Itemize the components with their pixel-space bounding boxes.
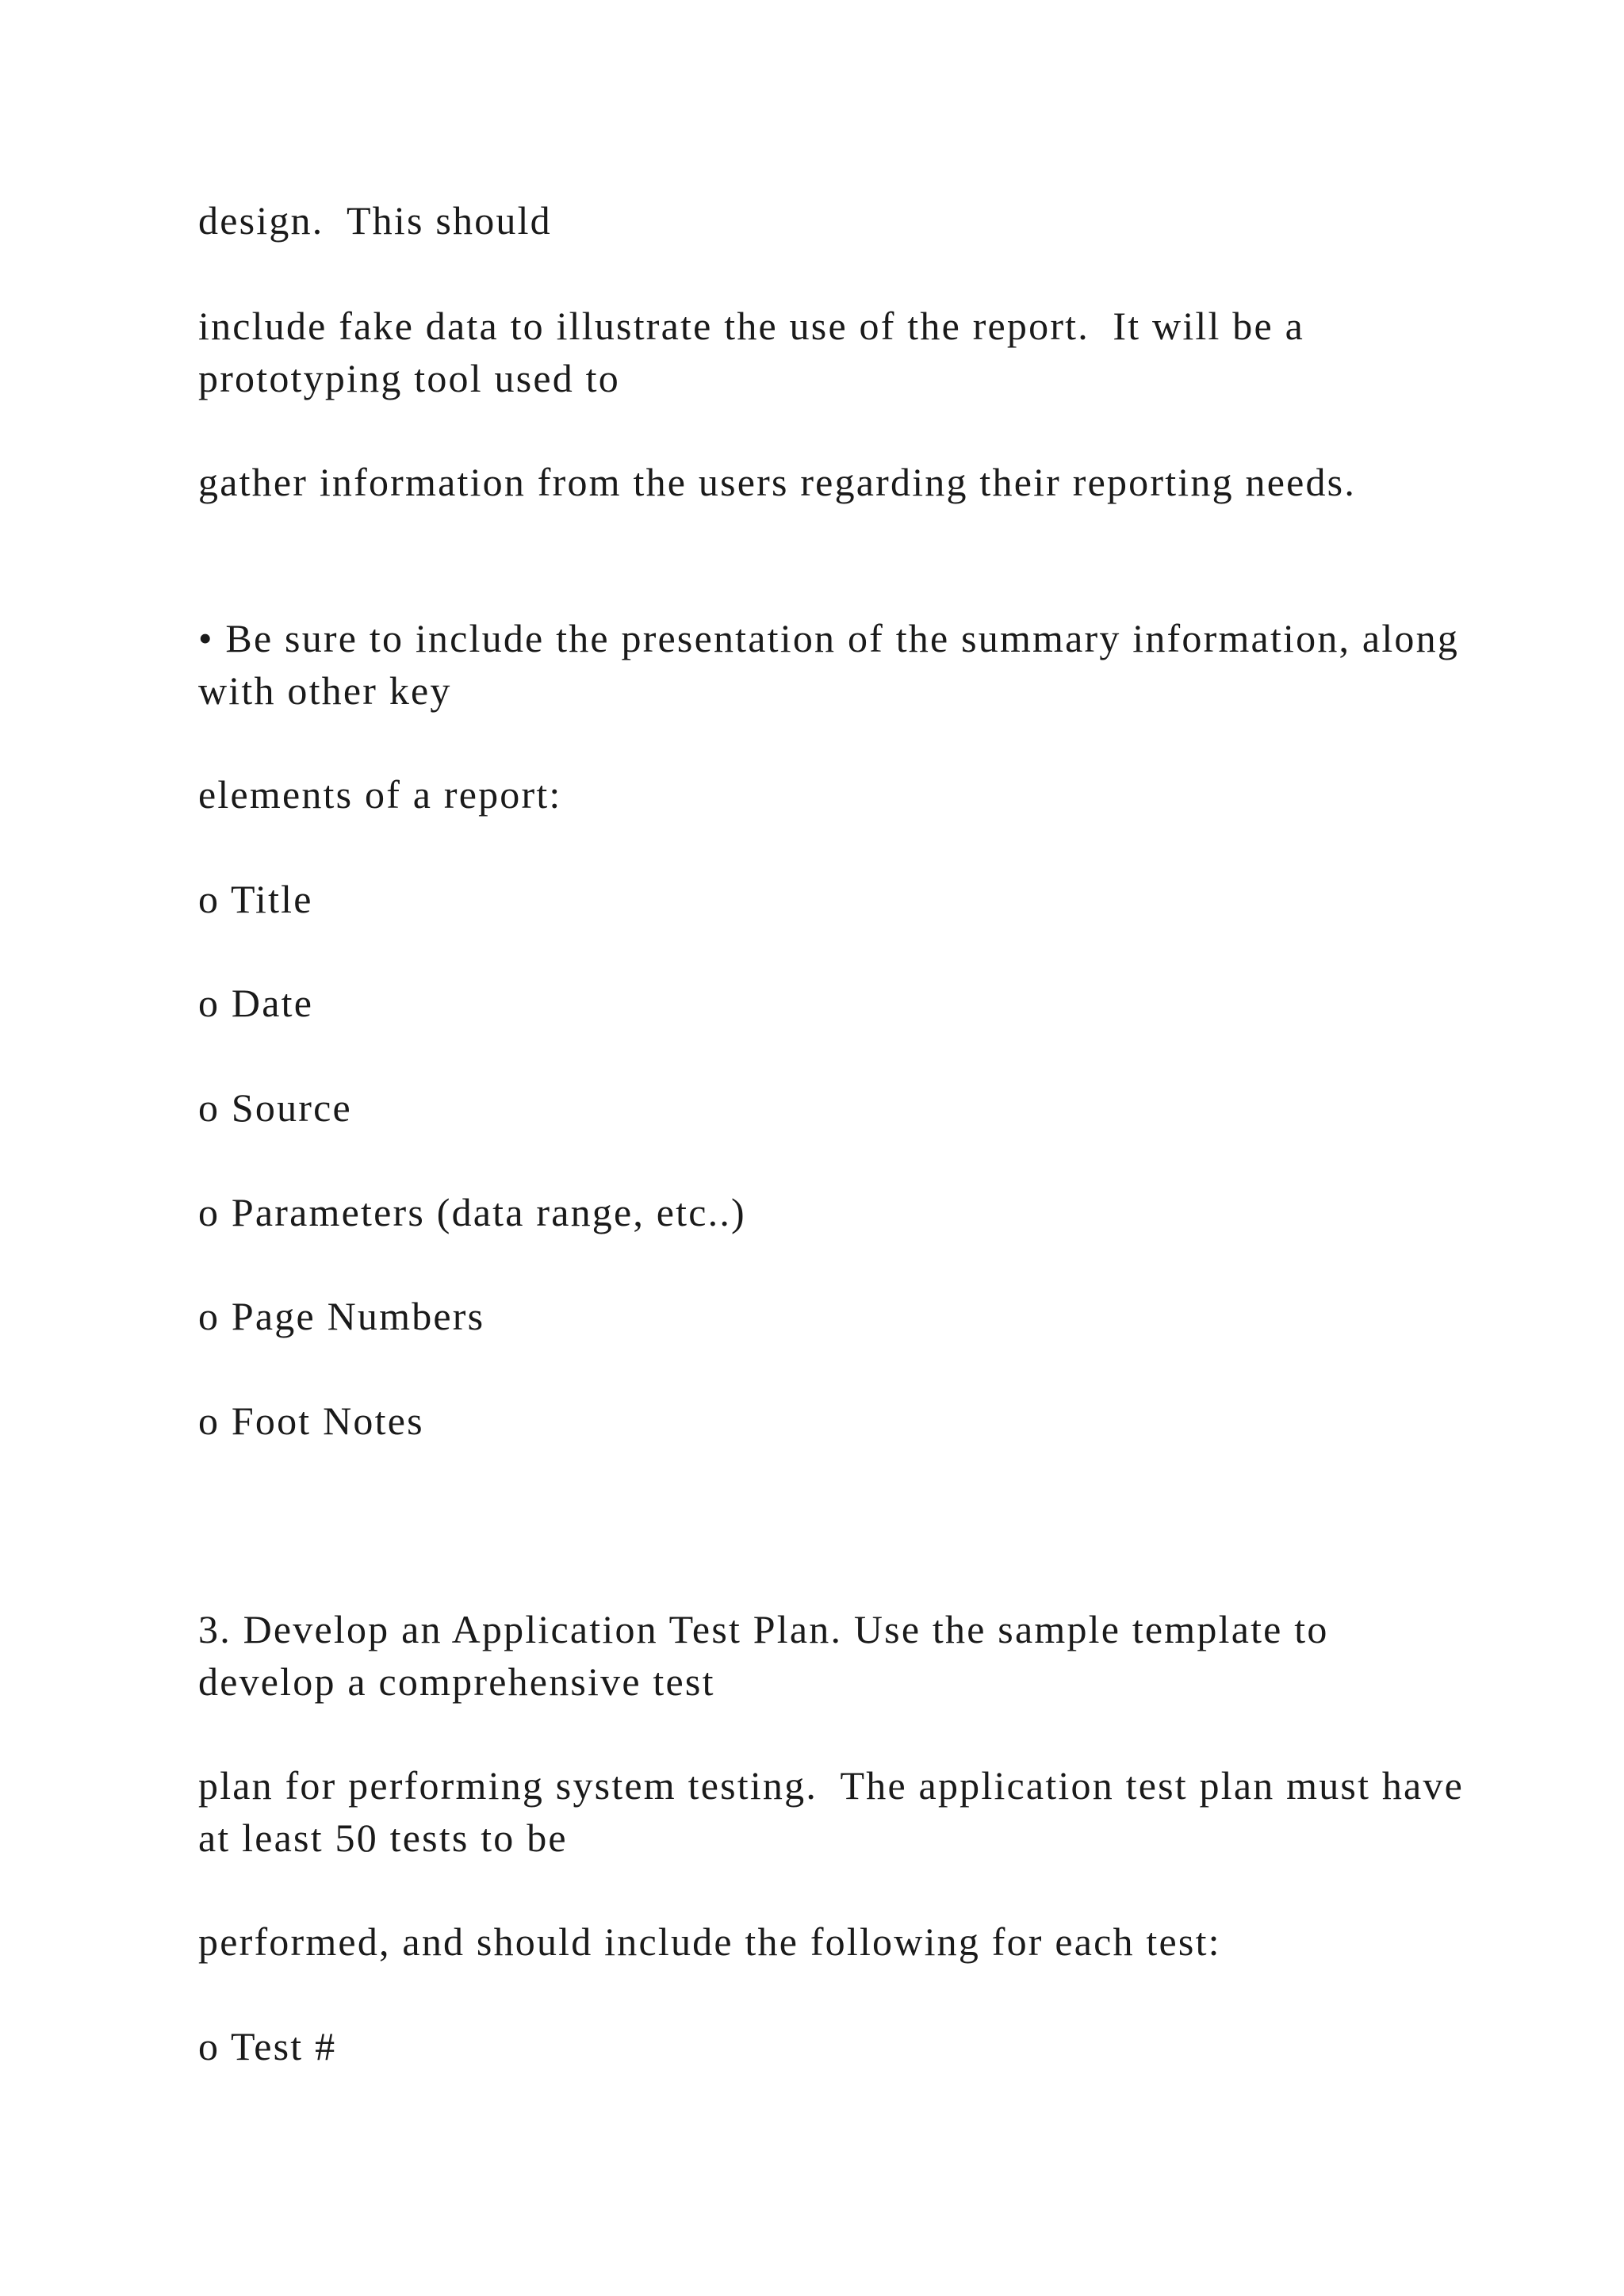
list-item-source: o Source (198, 1085, 352, 1130)
paragraph-report-elements: elements of a report: (198, 772, 562, 817)
list-item-foot-notes: o Foot Notes (198, 1399, 424, 1443)
paragraph-test-plan-cont: plan for performing system testing. The application test plan must have at least 50 tests to be (198, 1763, 1476, 1860)
paragraph-fake-data: include fake data to illustrate the use of the report. It will be a prototyping tool used to (198, 304, 1316, 400)
bullet-summary-info: • Be sure to include the presentation of the summary information, along with other key (198, 616, 1471, 713)
list-item-parameters: o Parameters (data range, etc..) (198, 1190, 746, 1234)
paragraph-design-intro: design. This should (198, 198, 552, 243)
paragraph-test-plan: 3. Develop an Application Test Plan. Use the sample template to develop a comprehensive test (198, 1607, 1341, 1704)
paragraph-each-test: performed, and should include the following for each test: (198, 1919, 1221, 1964)
paragraph-gather-info: gather information from the users regarding their reporting needs. (198, 460, 1357, 504)
list-item-date: o Date (198, 981, 314, 1025)
list-item-test-number: o Test # (198, 2024, 337, 2068)
list-item-page-numbers: o Page Numbers (198, 1294, 485, 1338)
list-item-title: o Title (198, 877, 313, 921)
